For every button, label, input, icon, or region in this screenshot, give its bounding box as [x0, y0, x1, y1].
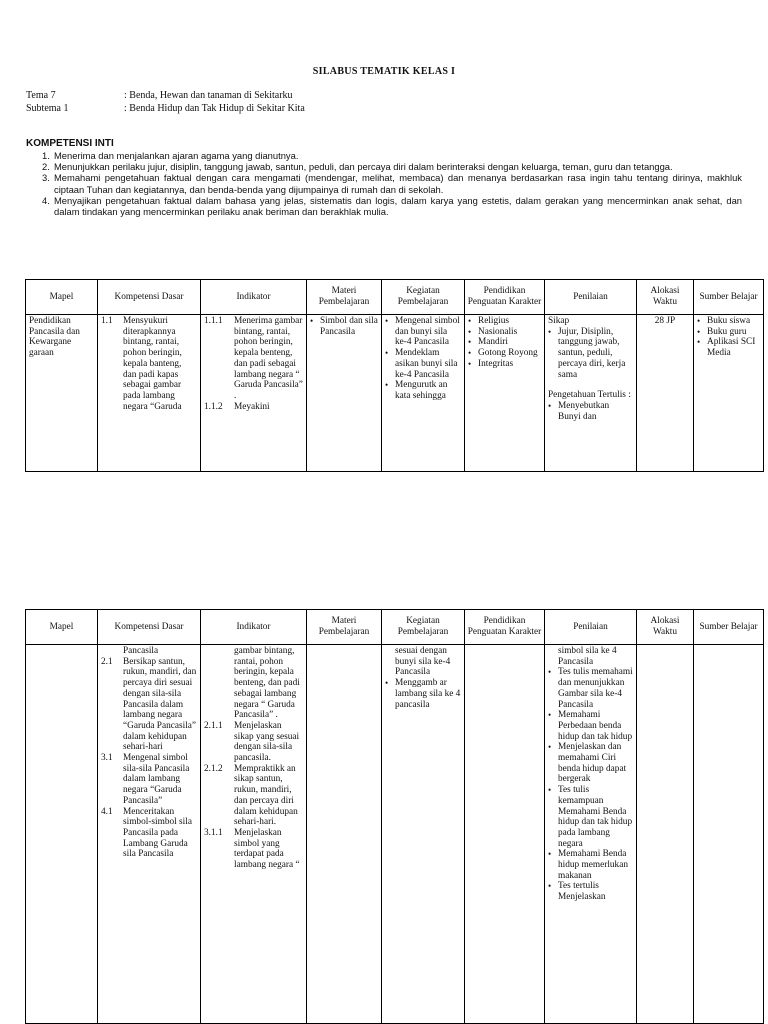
cell-materi [307, 315, 382, 472]
list-item: • Menjelaskan dan memahami Ciri benda hidup dapat bergerak [548, 742, 627, 785]
cell-materi [307, 645, 382, 1024]
cell-alokasi: 28 JP [637, 315, 694, 472]
list-item: • Menyebutkan Bunyi dan [548, 400, 610, 422]
list-item: • Jujur, Disiplin, tanggung jawab, santun, peduli, percaya diri, kerja sama [548, 326, 626, 380]
col-kegiatan: Kegiatan Pembelajaran [382, 280, 465, 315]
col-sumber: Sumber Belajar [694, 610, 764, 645]
tema-label: Tema 7 [26, 90, 56, 101]
indikator-lead: gambar bintang, rantai, pohon beringin, kepala benteng, dan padi sebagai lambang negara “ Garuda Pancasila” . [234, 646, 300, 721]
col-penilaian: Penilaian [545, 610, 637, 645]
kegiatan-lead: sesuai dengan bunyi sila ke-4 Pancasila [395, 646, 451, 678]
table-row [26, 315, 764, 472]
table-header-row [26, 610, 764, 645]
cell-penilaian [545, 315, 637, 472]
col-materi: Materi Pembelajaran [307, 610, 382, 645]
list-item: • Memahami Perbedaan benda hidup dan tak hidup [548, 710, 633, 742]
table-row [26, 645, 764, 1024]
col-indikator: Indikator [201, 280, 307, 315]
cell-alokasi [637, 645, 694, 1024]
cell-kompetensi-dasar [98, 645, 201, 1024]
kd-item: 2.1 Bersikap santun, rukun, mandiri, dan percaya diri sesuai dengan sila-sila Pancasila dalam lambang negara “Garuda Pancasila” dalam kehidupan sehari-hari [101, 656, 197, 753]
tertulis-label: Pengetahuan Tertulis : [548, 390, 631, 401]
col-karakter: Pendidikan Penguatan Karakter [465, 280, 545, 315]
list-item: • Nasionalis [468, 326, 518, 337]
indikator-item: 1.1.1 Menerima gambar bintang, rantai, pohon beringin, kepala benteng, dan padi sebagai lambang negara “ Garuda Pancasila” . [204, 316, 303, 401]
cell-kegiatan [382, 315, 465, 472]
cell-karakter [465, 315, 545, 472]
col-kegiatan: Kegiatan Pembelajaran [382, 610, 465, 645]
list-item: • Gotong Royong [468, 348, 538, 359]
indikator-item: 2.1.1 Menjelaskan sikap yang sesuai dengan sila-sila pancasila. [204, 720, 300, 764]
cell-indikator [201, 645, 307, 1024]
kd-item: 4.1 Menceritakan simbol-simbol sila Pancasila pada Lambang Garuda sila Pancasila [101, 806, 192, 860]
indikator-item: 1.1.2 Meyakini [204, 401, 270, 412]
page-title: SILABUS TEMATIK KELAS I [312, 66, 456, 77]
col-alokasi: Alokasi Waktu [637, 280, 694, 315]
list-item: • Menggamb ar lambang sila ke 4 pancasila [385, 678, 461, 710]
subtema-label: Subtema 1 [26, 103, 69, 114]
list-item: • Simbol dan sila Pancasila [310, 316, 378, 337]
cell-mapel: Pendidikan Pancasila dan Kewargane garaan [26, 315, 98, 472]
cell-kegiatan [382, 645, 465, 1024]
penilaian-lead: simbol sila ke 4 Pancasila [558, 646, 617, 667]
list-item: • Religius [468, 316, 509, 326]
ki-item: 1. Menerima dan menjalankan ajaran agama yang dianutnya. [42, 150, 299, 161]
kompetensi-inti-list [26, 150, 742, 217]
kd-item: 1.1 Mensyukuri diterapkannya bintang, rantai, pohon beringin, kepala banteng, dan padi kapas sebagai gambar pada lambang negara “Garuda [101, 316, 182, 412]
list-item: • Tes tertulis Menjelaskan [548, 881, 606, 903]
list-item: • Mengenal simbol dan bunyi sila ke-4 Pancasila [385, 316, 460, 348]
list-item: • Buku siswa [697, 316, 751, 326]
cell-sumber [694, 645, 764, 1024]
col-penilaian: Penilaian [545, 280, 637, 315]
col-karakter: Pendidikan Penguatan Karakter [465, 610, 545, 645]
list-item: • Buku guru [697, 326, 747, 337]
tema-value: : Benda, Hewan dan tanaman di Sekitarku [124, 90, 293, 101]
cell-indikator [201, 315, 307, 472]
table-header-row [26, 280, 764, 315]
list-item: • Mendeklam asikan bunyi sila ke-4 Pancasila [385, 348, 458, 380]
syllabus-table-2 [25, 609, 764, 1024]
col-indikator: Indikator [201, 610, 307, 645]
list-item: • Tes tulis memahami dan menunjukkan Gambar sila ke-4 Pancasila [548, 667, 633, 710]
col-alokasi: Alokasi Waktu [637, 610, 694, 645]
cell-sumber [694, 315, 764, 472]
kd-item: 3.1 Mengenal simbol sila-sila Pancasila dalam lambang negara “Garuda Pancasila” [101, 753, 190, 806]
list-item: • Mengurutk an kata sehingga [385, 380, 448, 401]
ki-item: 4. Menyajikan pengetahuan faktual dalam bahasa yang jelas, sistematis dan logis, dalam karya yang estetis, dalam gerakan yang mencerminkan anak sehat, dan dalam tindakan yang mencerminkan perilaku anak beriman dan berakhlak mulia. [42, 194, 742, 218]
kd-lead: Pancasila [123, 646, 159, 656]
list-item: • Integritas [468, 358, 514, 369]
list-item: • Mandiri [468, 337, 508, 348]
list-item: • Aplikasi SCI Media [697, 337, 756, 359]
col-materi: Materi Pembelajaran [307, 280, 382, 315]
ki-item: 3. Memahami pengetahuan faktual dengan cara mengamati (mendengar, melihat, membaca) dan menanya berdasarkan rasa ingin tahu tentang dirinya, makhluk ciptaan Tuhan dan kegiatannya, dan benda-benda yang dijumpainya di rumah dan di sekolah. [42, 172, 742, 195]
subtema-value: : Benda Hidup dan Tak Hidup di Sekitar Kita [124, 103, 305, 114]
syllabus-table-1 [25, 279, 764, 472]
ki-item: 2. Menunjukkan perilaku jujur, disiplin, tanggung jawab, santun, peduli, dan percaya diri dalam berinteraksi dengan keluarga, teman, guru dan tetangga. [42, 161, 673, 173]
list-item: • Memahami Benda hidup memerlukan makanan [548, 849, 628, 881]
cell-penilaian [545, 645, 637, 1024]
cell-karakter [465, 645, 545, 1024]
kompetensi-inti-heading: KOMPETENSI INTI [26, 138, 114, 149]
indikator-item: 3.1.1 Menjelaskan simbol yang terdapat pada lambang negara “ [204, 827, 300, 871]
cell-kompetensi-dasar [98, 315, 201, 472]
indikator-item: 2.1.2 Mempraktikk an sikap santun, rukun, mandiri, dan percaya diri dalam kehidupan sehari-hari. [204, 763, 298, 828]
col-mapel: Mapel [26, 280, 98, 315]
cell-mapel [26, 645, 98, 1024]
col-kompetensi-dasar: Kompetensi Dasar [98, 280, 201, 315]
col-sumber: Sumber Belajar [694, 280, 764, 315]
col-mapel: Mapel [26, 610, 98, 645]
sikap-label: Sikap [548, 316, 570, 326]
col-kompetensi-dasar: Kompetensi Dasar [98, 610, 201, 645]
list-item: • Tes tulis kemampuan Memahami Benda hidup dan tak hidup pada lambang negara [548, 785, 633, 849]
